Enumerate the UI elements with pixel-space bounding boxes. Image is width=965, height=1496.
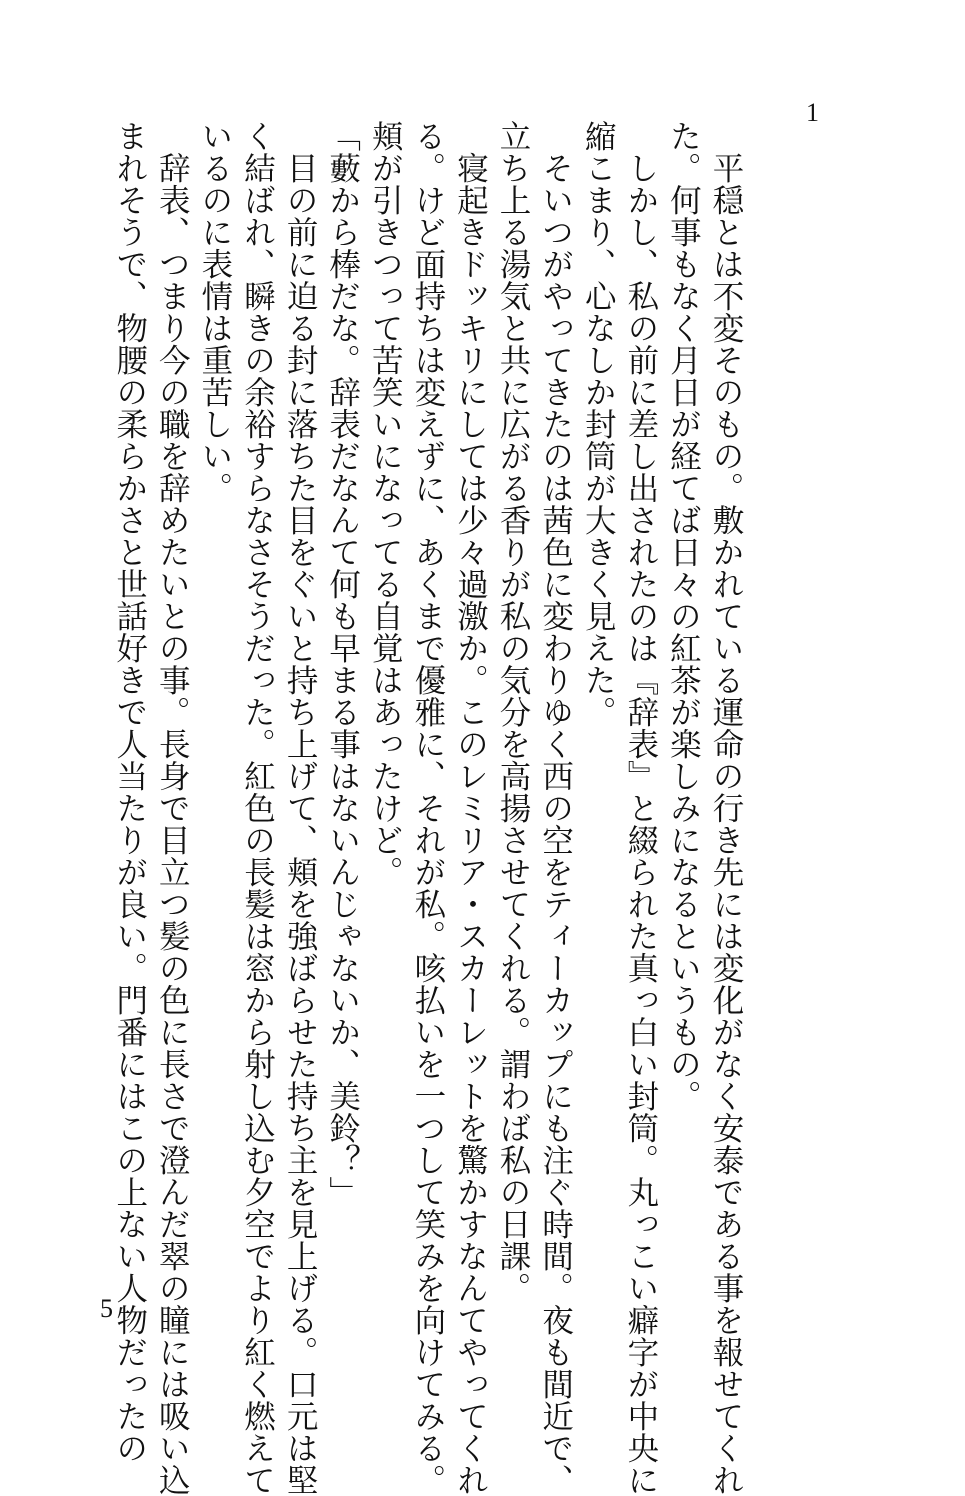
text-line: いるのに表情は重苦しい。 — [196, 120, 233, 504]
body-text — [108, 120, 747, 1496]
text-line: 頬が引きつって苦笑いになってる自覚はあったけど。 — [367, 120, 404, 888]
text-line: た。何事もなく月日が経てば日々の紅茶が楽しみになるというもの。 — [665, 120, 702, 1112]
text-line: 平穏とは不変そのもの。敷かれている運命の行き先には変化がなく安泰である事を報せてくれ — [708, 120, 744, 1496]
text-line: る。けど面持ちは変えずに、あくまで優雅に、それが私。咳払いを一つして笑みを向けてみる。 — [409, 120, 446, 1496]
text-line: 寝起きドッキリにしては少々過激か。このレミリア・スカーレットを驚かすなんてやってくれ — [452, 120, 489, 1496]
text-line: 辞表、つまり今の職を辞めたいとの事。長身で目立つ髪の色に長さで澄んだ翠の瞳には吸い込 — [154, 120, 191, 1496]
text-line: まれそうで、物腰の柔らかさと世話好きで人当たりが良い。門番にはこの上ない人物だったの — [111, 120, 148, 1464]
text-line: 立ち上る湯気と共に広がる香りが私の気分を高揚させてくれる。謂わば私の日課。 — [495, 120, 532, 1304]
dialogue-line: 「藪から棒だな。辞表だなんて何も早まる事はないんじゃないか、美鈴？」 — [324, 120, 361, 1208]
page-number: 5 — [100, 1294, 113, 1323]
chapter-number: 1 — [806, 98, 819, 127]
text-line: そいつがやってきたのは茜色に変わりゆく西の空をティーカップにも注ぐ時間。夜も間近で、 — [537, 120, 574, 1496]
text-line: く結ばれ、瞬きの余裕すらなさそうだった。紅色の長髪は窓から射し込む夕空でより紅く燃えて — [239, 120, 276, 1496]
text-line: 目の前に迫る封に落ちた目をぐいと持ち上げて、頬を強ばらせた持ち主を見上げる。口元は堅 — [282, 120, 319, 1496]
text-line: しかし、私の前に差し出されたのは『辞表』と綴られた真っ白い封筒。丸っこい癖字が中央に — [622, 120, 659, 1496]
text-line: 縮こまり、心なしか封筒が大きく見えた。 — [580, 120, 617, 728]
